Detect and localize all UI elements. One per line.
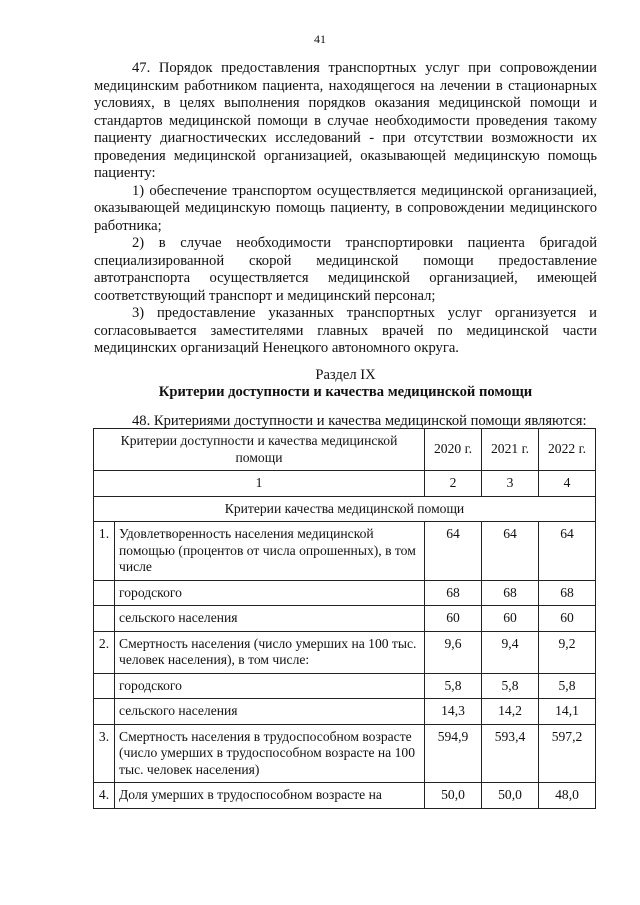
list-item-2: 2) в случае необходимости транспортировки пациента бригадой специализированной скорой медицинской помощи предоставление автотранспорта осуществляется медицинской организацией, имеющей соответствующий транспорт и медицинский персонал; [94,235,597,304]
row-label: Смертность населения (число умерших на 100 тыс. человек населения), в том числе: [115,631,425,673]
value-2020: 60 [425,606,482,632]
column-numbers-row [94,471,596,497]
row-label: Удовлетворенность населения медицинской помощью (процентов от числа опрошенных), в том числе [115,522,425,581]
header-2021: 2021 г. [482,429,539,471]
value-2022: 14,1 [539,699,596,725]
row-label: сельского населения [115,699,425,725]
section-row-label: Критерии качества медицинской помощи [94,496,596,522]
value-2020: 50,0 [425,783,482,809]
value-2022: 5,8 [539,673,596,699]
table-row [94,724,596,783]
colnum-2: 2 [425,471,482,497]
table-row [94,631,596,673]
table-row [94,606,596,632]
value-2021: 14,2 [482,699,539,725]
criteria-table [93,428,596,809]
paragraph-47: 47. Порядок предоставления транспортных услуг при сопровождении медицинским работником пациента, находящегося на лечении в стационарных условиях, в целях выполнения порядков оказания медицинской помощи и стандартов медицинской помощи в случае необходимости проведения такому пациенту диагностических исследований - при отсутствии возможности их проведения медицинской организацией, оказывающей медицинскую помощь пациенту: [94,60,597,181]
value-2020: 64 [425,522,482,581]
header-criteria: Критерии доступности и качества медицинской помощи [94,429,425,471]
row-number: 3. [94,724,115,783]
row-label: сельского населения [115,606,425,632]
header-2022: 2022 г. [539,429,596,471]
table-row [94,673,596,699]
table-header-row [94,429,596,471]
section-row [94,496,596,522]
row-number [94,580,115,606]
value-2022: 9,2 [539,631,596,673]
colnum-3: 3 [482,471,539,497]
row-label: Доля умерших в трудоспособном возрасте на [115,783,425,809]
section-label: Раздел IX [315,366,376,383]
value-2022: 64 [539,522,596,581]
page-number: 41 [314,32,326,46]
value-2020: 68 [425,580,482,606]
header-2020: 2020 г. [425,429,482,471]
row-label: городского [115,673,425,699]
row-label: городского [115,580,425,606]
value-2021: 50,0 [482,783,539,809]
row-number [94,699,115,725]
value-2020: 594,9 [425,724,482,783]
value-2021: 5,8 [482,673,539,699]
colnum-4: 4 [539,471,596,497]
row-label: Смертность населения в трудоспособном возрасте (число умерших в трудоспособном возрасте на 100 тыс. человек населения) [115,724,425,783]
table-row [94,783,596,809]
colnum-1: 1 [94,471,425,497]
value-2021: 60 [482,606,539,632]
list-item-3: 3) предоставление указанных транспортных услуг организуется и согласовывается заместителями главных врачей по медицинской части медицинских организаций Ненецкого автономного округа. [94,305,597,356]
value-2020: 5,8 [425,673,482,699]
value-2020: 9,6 [425,631,482,673]
value-2021: 64 [482,522,539,581]
document-body [94,60,597,430]
list-item-1: 1) обеспечение транспортом осуществляется медицинской организацией, оказывающей медицинскую помощь пациенту, в сопровождении медицинского работника; [94,182,597,234]
value-2021: 593,4 [482,724,539,783]
value-2021: 68 [482,580,539,606]
value-2022: 597,2 [539,724,596,783]
row-number [94,606,115,632]
section-heading: Критерии доступности и качества медицинской помощи [158,384,533,400]
value-2021: 9,4 [482,631,539,673]
paragraph-48: 48. Критериями доступности и качества медицинской помощи являются: [132,412,587,429]
table-row [94,522,596,581]
value-2022: 48,0 [539,783,596,809]
row-number: 4. [94,783,115,809]
row-number: 2. [94,631,115,673]
value-2022: 68 [539,580,596,606]
value-2020: 14,3 [425,699,482,725]
value-2022: 60 [539,606,596,632]
table-row [94,699,596,725]
row-number [94,673,115,699]
row-number: 1. [94,522,115,581]
table-row [94,580,596,606]
